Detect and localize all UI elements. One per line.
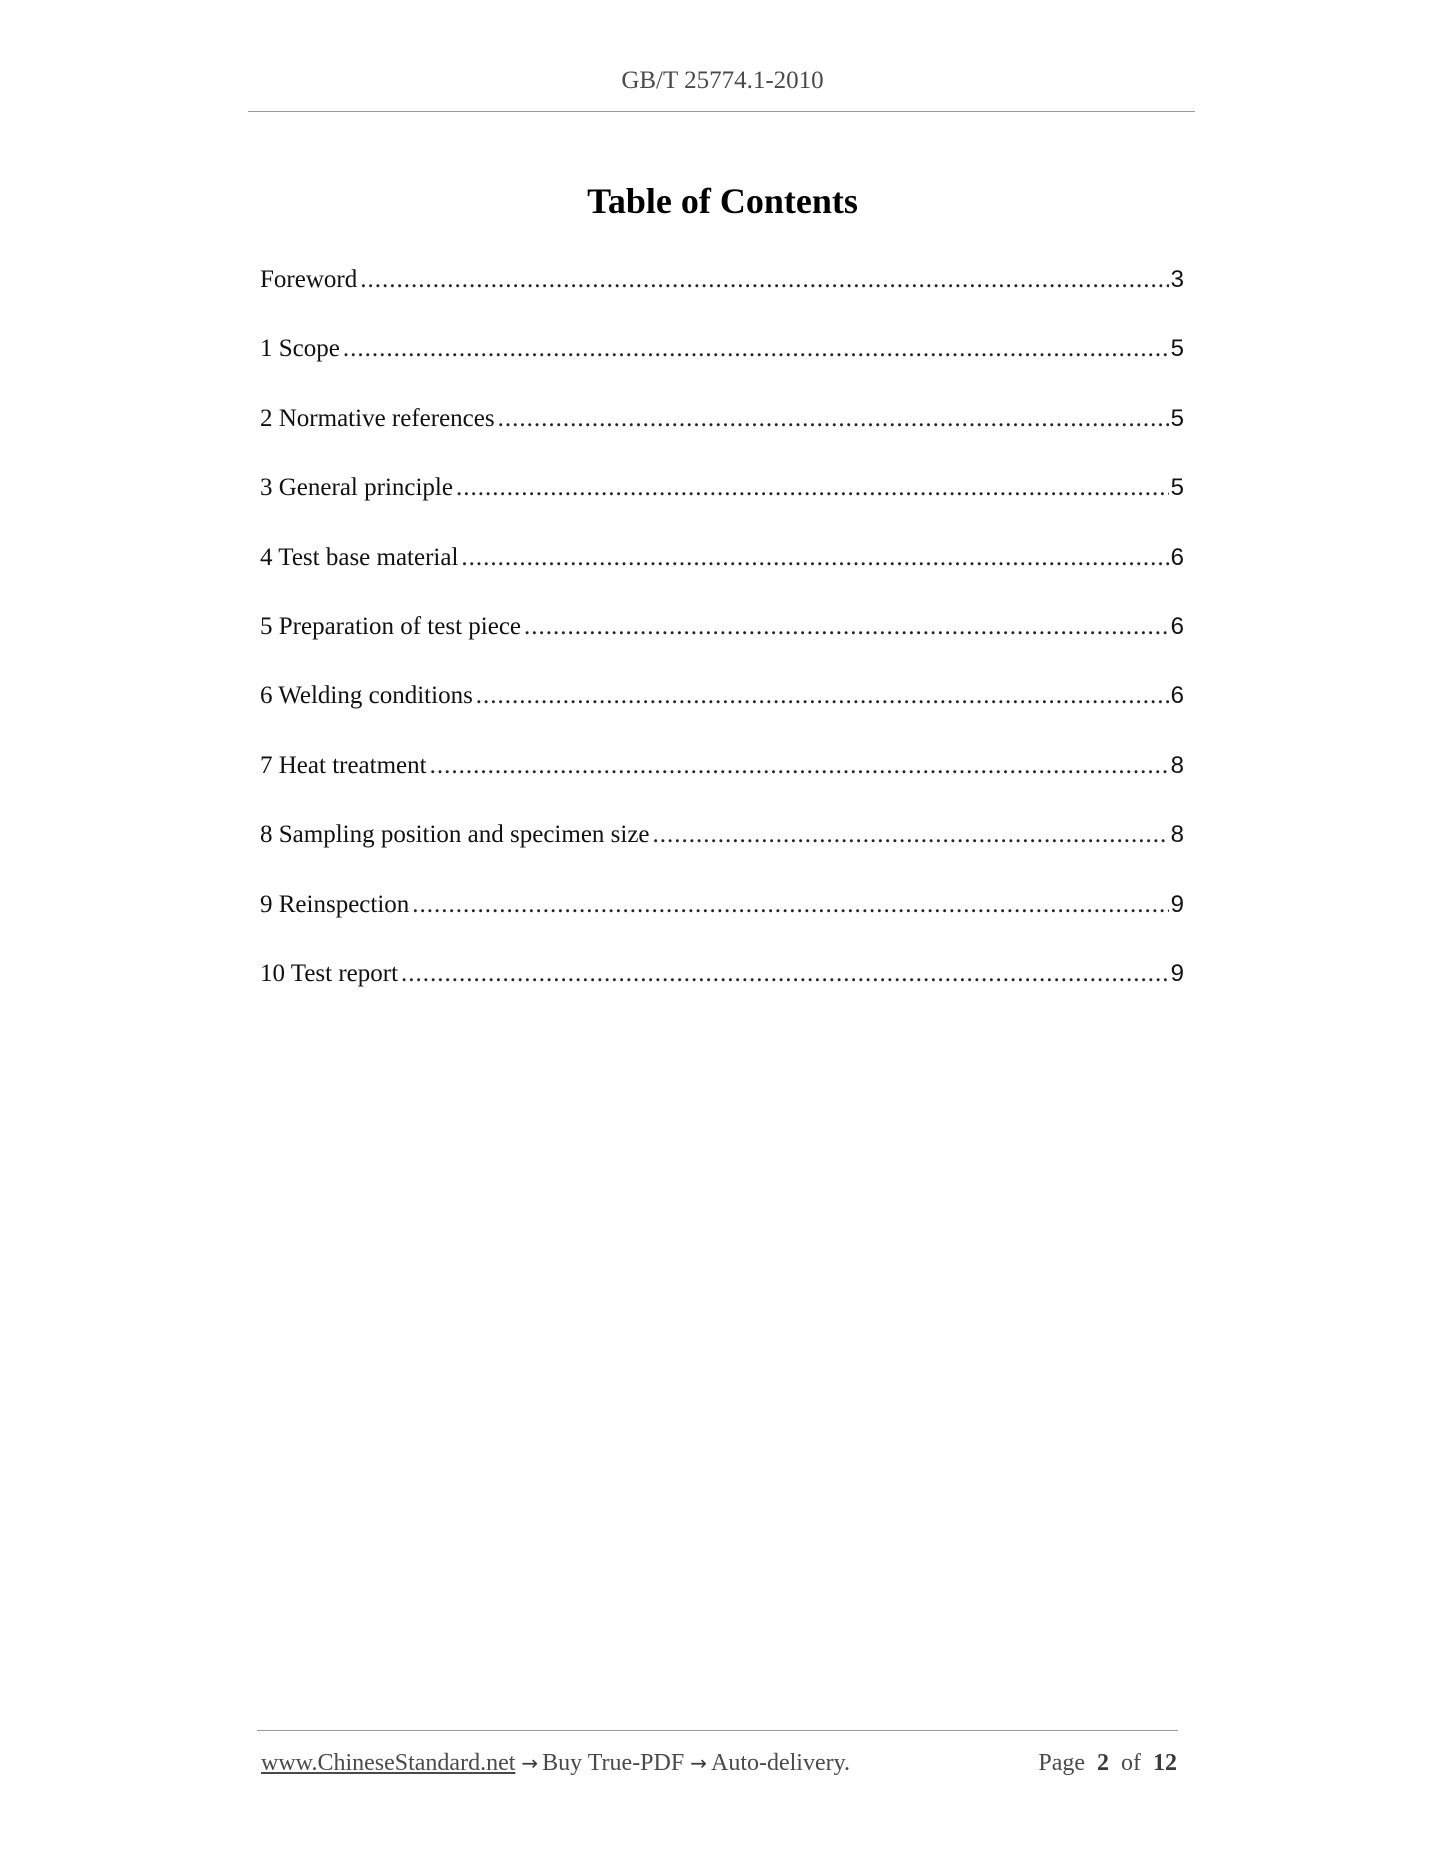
toc-entry-normative-references[interactable] — [260, 401, 1184, 470]
toc-entry-general-principle[interactable] — [260, 470, 1184, 539]
toc-dot-leader — [498, 401, 1169, 437]
header-divider — [248, 111, 1195, 112]
toc-entry-page-number: 8 — [1170, 751, 1184, 779]
toc-dot-leader — [461, 540, 1168, 576]
buy-true-pdf-text: Buy True-PDF — [542, 1750, 685, 1776]
toc-entry-test-report[interactable] — [260, 956, 1184, 1025]
toc-entry-preparation-of-test-piece[interactable] — [260, 609, 1184, 678]
toc-entry-page-number: 9 — [1170, 890, 1184, 918]
toc-entry-label: 7 Heat treatment — [260, 751, 427, 779]
toc-entry-label: 3 General principle — [260, 474, 453, 502]
toc-dot-leader — [401, 956, 1169, 992]
right-arrow-icon: → — [690, 1751, 707, 1775]
toc-entry-heat-treatment[interactable] — [260, 748, 1184, 817]
toc-entry-page-number: 9 — [1170, 959, 1184, 987]
toc-dot-leader — [653, 817, 1169, 853]
footer-promo — [261, 1746, 850, 1780]
toc-entry-reinspection[interactable] — [260, 887, 1184, 956]
current-page-number: 2 — [1097, 1750, 1109, 1776]
toc-entry-label: 4 Test base material — [260, 543, 459, 571]
toc-entry-page-number: 3 — [1170, 266, 1184, 293]
right-arrow-icon: → — [521, 1751, 539, 1775]
toc-entry-label: 1 Scope — [260, 335, 340, 363]
toc-entry-foreword[interactable] — [260, 262, 1184, 331]
toc-dot-leader — [412, 887, 1168, 923]
page-title: Table of Contents — [587, 181, 858, 222]
site-link[interactable]: www.ChineseStandard.net — [261, 1750, 516, 1776]
toc-dot-leader — [524, 609, 1169, 645]
toc-entry-label: 10 Test report — [260, 959, 399, 987]
total-page-count: 12 — [1153, 1750, 1177, 1776]
toc-entry-label: 5 Preparation of test piece — [260, 612, 522, 640]
toc-entry-page-number: 8 — [1170, 821, 1184, 849]
page-word: Page — [1038, 1750, 1085, 1776]
toc-entry-label: Foreword — [260, 266, 358, 293]
toc-entry-page-number: 5 — [1170, 404, 1184, 432]
table-of-contents — [260, 262, 1184, 1025]
toc-entry-page-number: 5 — [1170, 474, 1184, 502]
footer-divider — [257, 1730, 1178, 1731]
page-counter — [1038, 1746, 1177, 1780]
of-word: of — [1121, 1750, 1141, 1776]
toc-entry-label: 6 Welding conditions — [260, 682, 473, 710]
toc-entry-page-number: 6 — [1170, 543, 1184, 571]
toc-entry-test-base-material[interactable] — [260, 540, 1184, 609]
toc-entry-welding-conditions[interactable] — [260, 678, 1184, 747]
auto-delivery-text: Auto-delivery. — [710, 1750, 851, 1776]
toc-entry-label: 2 Normative references — [260, 404, 495, 432]
page-footer — [261, 1746, 1177, 1780]
toc-entry-label: 8 Sampling position and specimen size — [260, 821, 650, 849]
toc-dot-leader — [343, 331, 1169, 367]
toc-entry-label: 9 Reinspection — [260, 890, 410, 918]
page-header — [0, 0, 1445, 115]
toc-dot-leader — [360, 262, 1168, 298]
toc-dot-leader — [476, 678, 1169, 714]
document-id: GB/T 25774.1-2010 — [621, 67, 824, 94]
toc-entry-sampling-position[interactable] — [260, 817, 1184, 886]
toc-entry-page-number: 5 — [1170, 335, 1184, 363]
toc-dot-leader — [456, 470, 1169, 506]
toc-entry-page-number: 6 — [1170, 612, 1184, 640]
toc-entry-page-number: 6 — [1170, 682, 1184, 710]
toc-entry-scope[interactable] — [260, 331, 1184, 400]
toc-dot-leader — [430, 748, 1169, 784]
